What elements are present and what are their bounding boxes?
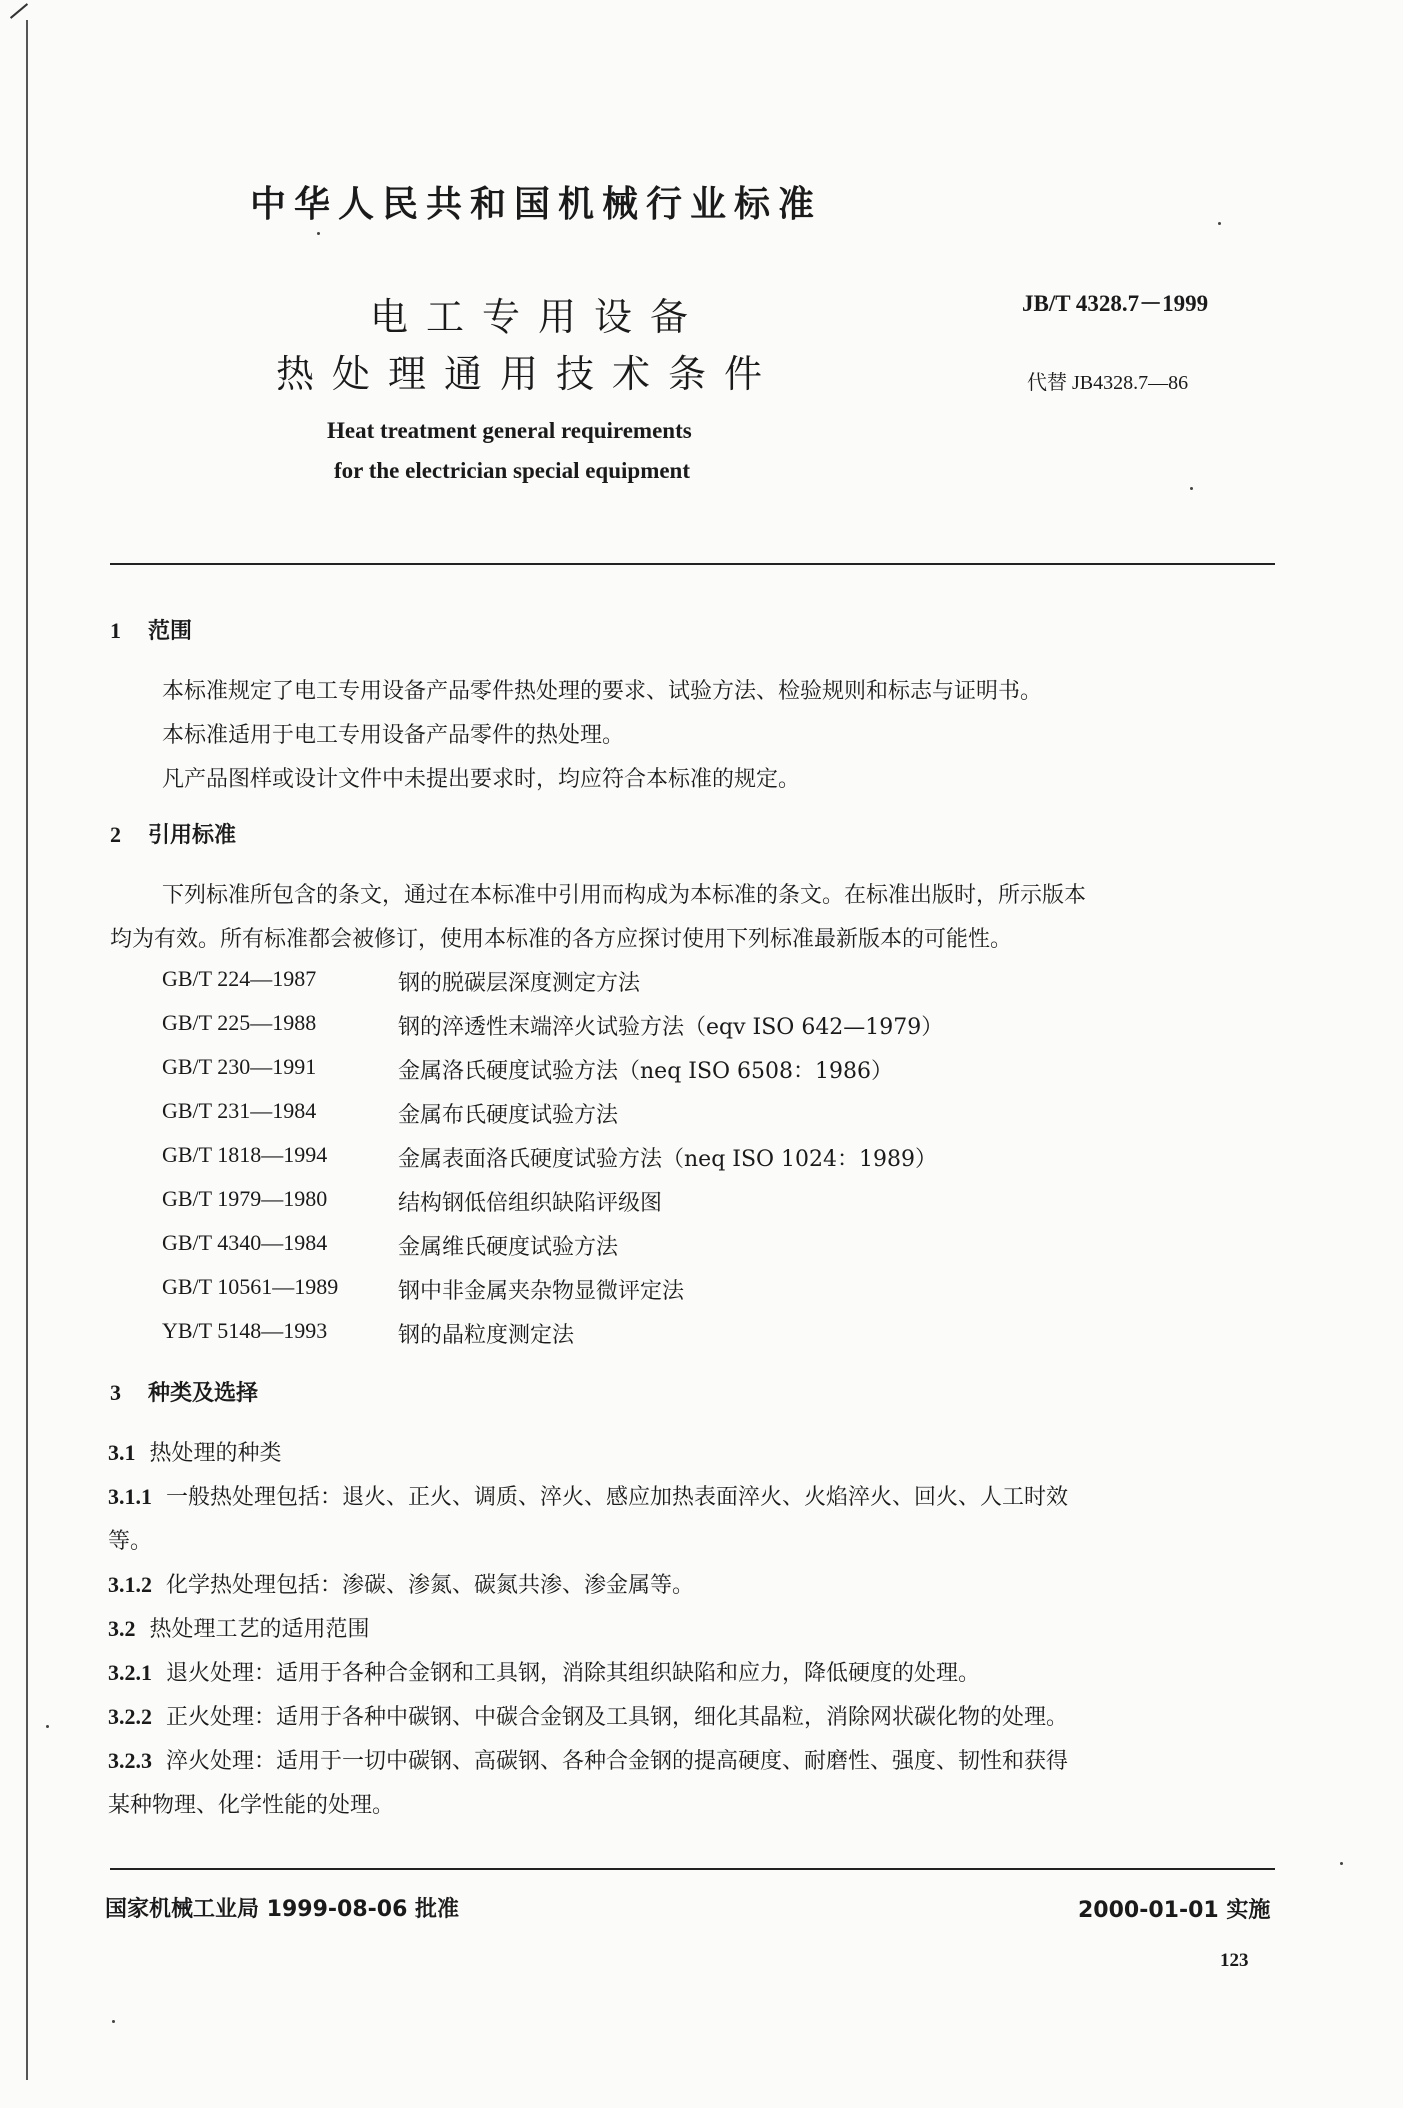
subsection-3-1 bbox=[108, 1436, 282, 1467]
scan-speck bbox=[46, 1725, 49, 1728]
paragraph: 凡产品图样或设计文件中未提出要求时，均应符合本标准的规定。 bbox=[162, 767, 801, 792]
clause-number: 3.1.1 bbox=[108, 1484, 152, 1509]
subsection-title: 热处理工艺的适用范围 bbox=[149, 1617, 370, 1642]
ref-code: YB/T 5148—1993 bbox=[162, 1318, 328, 1343]
ref-code: GB/T 230—1991 bbox=[162, 1054, 317, 1079]
clause-3-1-1 bbox=[108, 1480, 1068, 1511]
section-number: 2 bbox=[110, 822, 121, 847]
title-en-line2: for the electrician special equipment bbox=[334, 458, 691, 483]
clause-3-1-2 bbox=[108, 1568, 694, 1599]
ref-code: GB/T 225—1988 bbox=[162, 1010, 317, 1035]
clause-text: 正火处理：适用于各种中碳钢、中碳合金钢及工具钢，细化其晶粒，消除网状碳化物的处理。 bbox=[166, 1705, 1069, 1730]
scan-speck bbox=[1190, 487, 1193, 490]
organization-title: 中华人民共和国机械行业标准 bbox=[250, 184, 823, 225]
subsection-number: 3.1 bbox=[108, 1440, 136, 1465]
section-2-heading bbox=[110, 818, 236, 849]
clause-continuation: 等。 bbox=[108, 1529, 153, 1554]
paragraph: 下列标准所包含的条文，通过在本标准中引用而构成为本标准的条文。在标准出版时，所示版本 bbox=[162, 883, 1087, 908]
title-en-line1: Heat treatment general requirements bbox=[327, 418, 692, 443]
scan-speck bbox=[1340, 1862, 1343, 1865]
clause-3-2-1 bbox=[108, 1656, 980, 1687]
page-number: 123 bbox=[1220, 1950, 1249, 1971]
clause-text: 退火处理：适用于各种合金钢和工具钢，消除其组织缺陷和应力，降低硬度的处理。 bbox=[166, 1661, 981, 1686]
replaces-standard: 代替 JB4328.7—86 bbox=[1027, 372, 1189, 394]
ref-title: 钢的淬透性末端淬火试验方法（eqv ISO 642—1979） bbox=[398, 1015, 944, 1040]
scan-edge-left bbox=[26, 20, 28, 2080]
ref-title: 钢的晶粒度测定法 bbox=[398, 1323, 575, 1348]
scan-speck bbox=[1218, 222, 1221, 225]
clause-number: 3.2.1 bbox=[108, 1660, 152, 1685]
subsection-title: 热处理的种类 bbox=[149, 1441, 282, 1466]
clause-text: 一般热处理包括：退火、正火、调质、淬火、感应加热表面淬火、火焰淬火、回火、人工时效 bbox=[166, 1485, 1069, 1510]
header-divider bbox=[110, 563, 1275, 565]
section-1-heading bbox=[110, 614, 192, 645]
clause-number: 3.1.2 bbox=[108, 1572, 152, 1597]
section-title: 范围 bbox=[148, 619, 193, 644]
standard-number: JB/T 4328.7－1999 bbox=[1022, 291, 1209, 316]
ref-title: 金属洛氏硬度试验方法（neq ISO 6508：1986） bbox=[398, 1059, 894, 1084]
section-3-heading bbox=[110, 1376, 258, 1407]
ref-title: 钢中非金属夹杂物显微评定法 bbox=[398, 1279, 685, 1304]
ref-title: 钢的脱碳层深度测定方法 bbox=[398, 971, 641, 996]
clause-3-2-3 bbox=[108, 1744, 1068, 1775]
clause-3-2-2 bbox=[108, 1700, 1068, 1731]
paragraph: 本标准规定了电工专用设备产品零件热处理的要求、试验方法、检验规则和标志与证明书。 bbox=[162, 679, 1043, 704]
ref-code: GB/T 231—1984 bbox=[162, 1098, 317, 1123]
clause-number: 3.2.2 bbox=[108, 1704, 152, 1729]
scan-speck bbox=[317, 232, 320, 235]
footer-divider bbox=[110, 1868, 1275, 1870]
approval-line: 国家机械工业局 1999-08-06 批准 bbox=[105, 1897, 460, 1922]
paragraph: 本标准适用于电工专用设备产品零件的热处理。 bbox=[162, 723, 625, 748]
effective-date: 2000-01-01 实施 bbox=[1078, 1898, 1271, 1923]
subsection-3-2 bbox=[108, 1612, 370, 1643]
clause-continuation: 某种物理、化学性能的处理。 bbox=[108, 1793, 395, 1818]
clause-text: 化学热处理包括：渗碳、渗氮、碳氮共渗、渗金属等。 bbox=[166, 1573, 695, 1598]
ref-title: 金属表面洛氏硬度试验方法（neq ISO 1024：1989） bbox=[398, 1147, 938, 1172]
scan-edge-top-mark bbox=[10, 3, 28, 19]
subsection-number: 3.2 bbox=[108, 1616, 136, 1641]
ref-title: 金属布氏硬度试验方法 bbox=[398, 1103, 619, 1128]
section-title: 引用标准 bbox=[148, 823, 237, 848]
ref-code: GB/T 10561—1989 bbox=[162, 1274, 339, 1299]
scan-speck bbox=[112, 2020, 115, 2023]
section-title: 种类及选择 bbox=[148, 1381, 259, 1406]
ref-title: 金属维氏硬度试验方法 bbox=[398, 1235, 619, 1260]
title-cn-line2: 热处理通用技术条件 bbox=[276, 352, 781, 396]
ref-code: GB/T 224—1987 bbox=[162, 966, 317, 991]
ref-title: 结构钢低倍组织缺陷评级图 bbox=[398, 1191, 663, 1216]
clause-text: 淬火处理：适用于一切中碳钢、高碳钢、各种合金钢的提高硬度、耐磨性、强度、韧性和获得 bbox=[166, 1749, 1069, 1774]
ref-code: GB/T 1979—1980 bbox=[162, 1186, 328, 1211]
section-number: 3 bbox=[110, 1380, 121, 1405]
ref-code: GB/T 1818—1994 bbox=[162, 1142, 328, 1167]
clause-number: 3.2.3 bbox=[108, 1748, 152, 1773]
ref-code: GB/T 4340—1984 bbox=[162, 1230, 328, 1255]
paragraph: 均为有效。所有标准都会被修订，使用本标准的各方应探讨使用下列标准最新版本的可能性。 bbox=[110, 927, 1013, 952]
title-cn-line1: 电工专用设备 bbox=[370, 295, 707, 339]
section-number: 1 bbox=[110, 618, 121, 643]
